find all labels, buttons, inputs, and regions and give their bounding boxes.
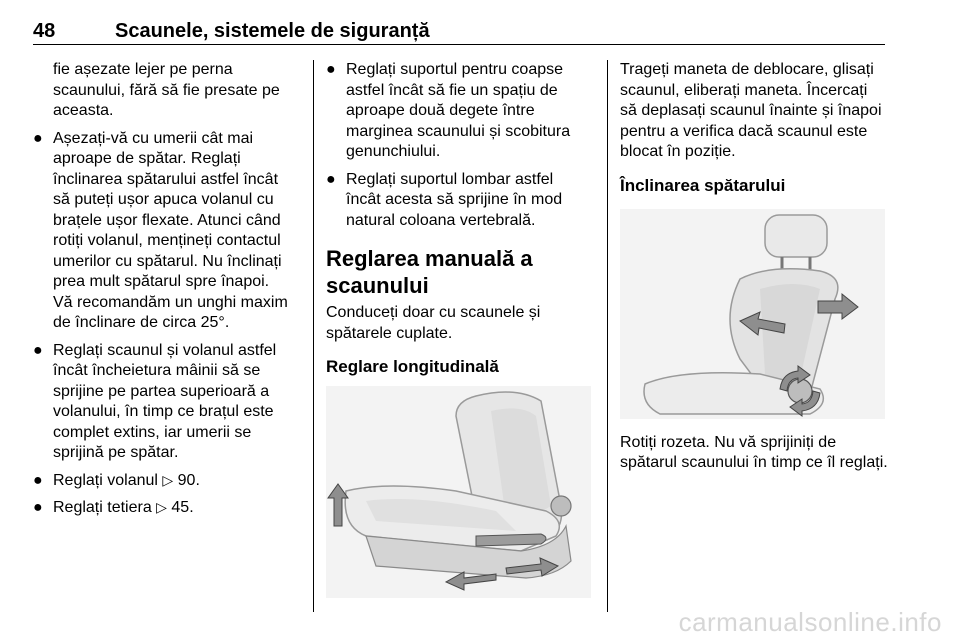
- backrest-recline-illustration: [620, 209, 885, 419]
- bullet-dot: ●: [33, 499, 43, 516]
- column-divider: [607, 60, 608, 612]
- bullet-item: ● Reglați suportul pentru coapse astfel încât să fie un spațiu de aproape două degete între marginea scaunului și scobitura genunchiului.: [326, 61, 571, 160]
- column-2: [326, 60, 598, 598]
- bullet-dot: ●: [33, 129, 43, 147]
- reference-arrow-icon: ▷: [156, 500, 167, 516]
- watermark: carmanualsonline.info: [678, 607, 942, 637]
- page-header: [33, 20, 885, 45]
- page-number: 48: [33, 20, 56, 42]
- bullet-item-steering-wheel: ● Reglați volanul ▷ 90.: [33, 471, 305, 492]
- subsection-heading: Reglare longitudinală: [326, 357, 499, 376]
- page-reference-link[interactable]: ▷ 90.: [162, 471, 200, 489]
- bullet-item: ● Așezați-vă cu umerii cât mai aproape de spătar. Reglați înclinarea spătarului astfel încât să puteți ușor apuca volanul cu brațele ușor flexate. Atunci când rotiți volanul, mențineți contactul umerilor cu spătarul. Nu înclinați prea mult spătarul spre înapoi. Vă recomandăm un unghi maxim de înclinare de circa 25°.: [33, 129, 288, 331]
- seat-longitudinal-illustration: [326, 386, 591, 598]
- paragraph: Rotiți rozeta. Nu vă sprijiniți de spătarul scaunului în timp ce îl reglați.: [620, 433, 888, 471]
- column-1: [33, 60, 305, 519]
- page-title: Scaunele, sistemele de siguranță: [115, 20, 430, 42]
- column-divider: [313, 60, 314, 612]
- intro-paragraph: Conduceți doar cu scaunele și spătarele cuplate.: [326, 304, 541, 342]
- paragraph: Trageți maneta de deblocare, glisați scaunul, eliberați maneta. Încercați să deplasați scaunul înainte și înapoi pentru a verifica dacă scaunul este blocat în poziție.: [620, 61, 882, 160]
- bullet-item-headrest: ● Reglați tetiera ▷ 45.: [33, 498, 305, 519]
- page-reference-link[interactable]: ▷ 45.: [156, 499, 194, 516]
- bullet-item: ● Reglați scaunul și volanul astfel încât încheietura mâinii să se sprijine pe partea superioară a volanului, în timp ce brațul este complet extins, iar umerii se sprijină pe spătar.: [33, 341, 277, 461]
- bullet-dot: ●: [33, 341, 43, 359]
- bullet-dot: ●: [326, 170, 336, 188]
- subsection-heading: Înclinarea spătarului: [620, 175, 786, 195]
- column-3: [620, 60, 892, 474]
- section-heading: Reglarea manuală a scaunului: [326, 246, 533, 298]
- continuation-paragraph: fie așezate lejer pe perna scaunului, fără să fie presate pe aceasta.: [53, 61, 280, 119]
- reference-arrow-icon: ▷: [162, 472, 174, 489]
- bullet-item: ● Reglați suportul lombar astfel încât acesta să sprijine în mod natural coloana vertebrală.: [326, 170, 563, 229]
- bullet-dot: ●: [33, 471, 43, 489]
- bullet-dot: ●: [326, 61, 336, 78]
